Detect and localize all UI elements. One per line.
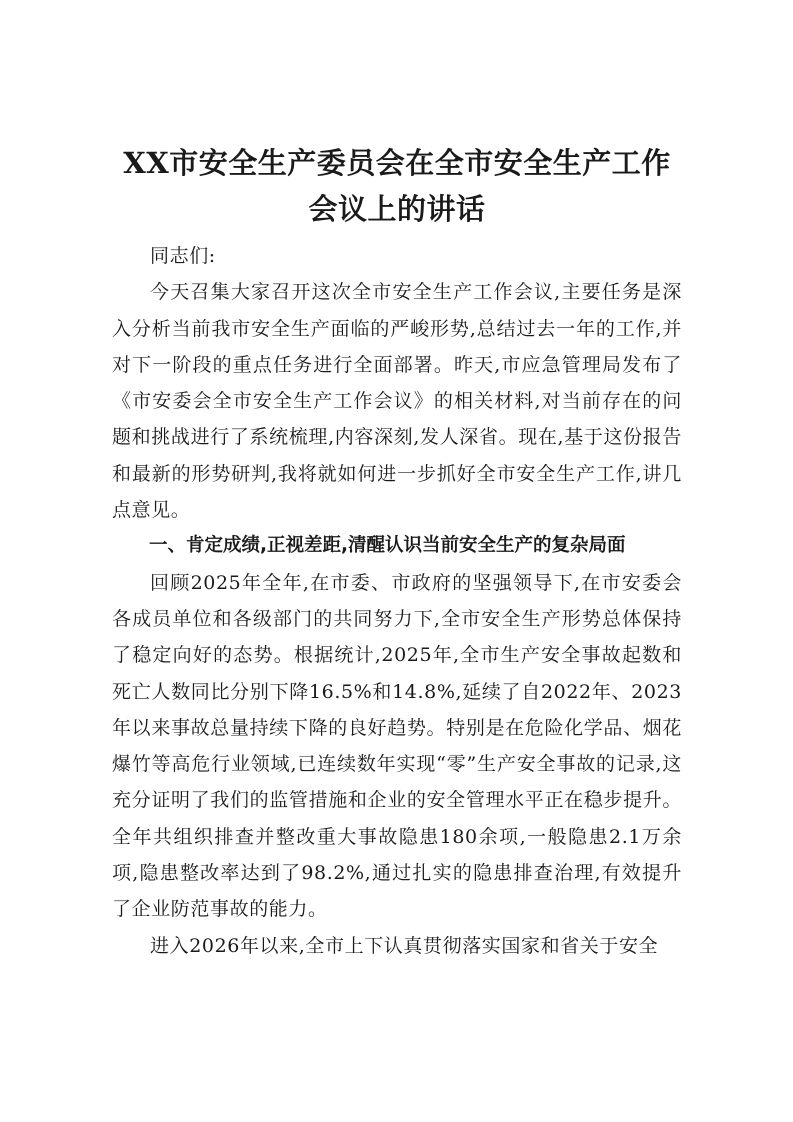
intro-paragraph: 今天召集大家召开这次全市安全生产工作会议,主要任务是深入分析当前我市安全生产面临的严峻形势,总结过去一年的工作,并对下一阶段的重点任务进行全面部署。昨天,市应急管理局发布了《市安委会全市安全生产工作会议》的相关材料,对当前存在的问题和挑战进行了系统梳理,内容深刻,发人深省。现在,基于这份报告和最新的形势研判,我将就如何进一步抓好全市安全生产工作,讲几点意见。	[112, 281, 682, 522]
section1-paragraph-1: 回顾2025年全年,在市委、市政府的坚强领导下,在市安委会各成员单位和各级部门的共同努力下,全市安全生产形势总体保持了稳定向好的态势。根据统计,2025年,全市生产安全事故起数和死亡人数同比分别下降16.5%和14.8%,延续了自2022年、2023年以来事故总量持续下降的良好趋势。特别是在危险化学品、烟花爆竹等高危行业领域,已连续数年实现“零”生产安全事故的记录,这充分证明了我们的监管措施和企业的安全管理水平正在稳步提升。全年共组织排查并整改重大事故隐患180余项,一般隐患2.1万余项,隐患整改率达到了98.2%,通过扎实的隐患排查治理,有效提升了企业防范事故的能力。	[112, 571, 682, 921]
document-page	[112, 140, 682, 964]
salutation: 同志们:	[150, 245, 216, 267]
section1-paragraph-2: 进入2026年以来,全市上下认真贯彻落实国家和省关于安全	[150, 934, 659, 957]
section-heading-1: 一、肯定成绩,正视差距,清醒认识当前安全生产的复杂局面	[149, 535, 626, 557]
document-title: XX市安全生产委员会在全市安全生产工作会议上的讲话	[123, 146, 671, 226]
